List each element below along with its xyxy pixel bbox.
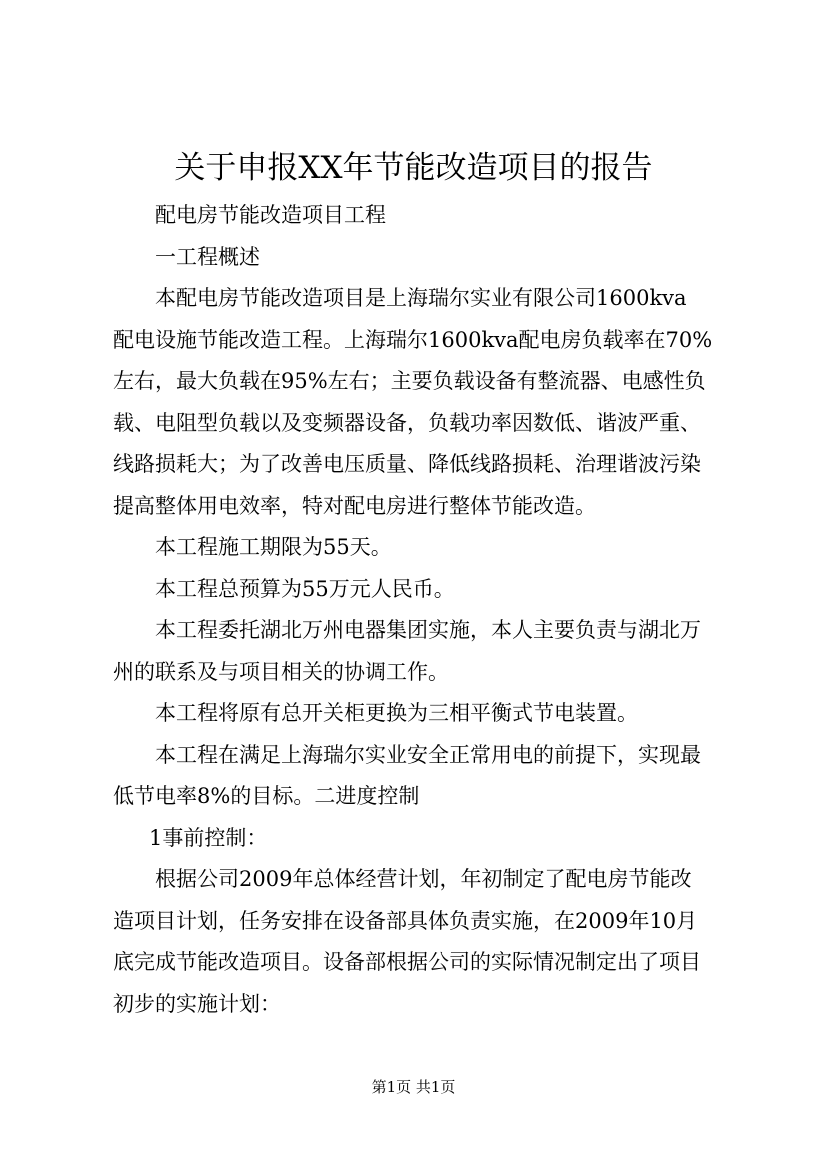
page-footer: 第1页 共1页	[371, 1078, 456, 1096]
paragraph-line: 本配电房节能改造项目是上海瑞尔实业有限公司1600kva	[155, 286, 687, 310]
paragraph-line: 造项目计划，任务安排在设备部具体负责实施，在2009年10月	[113, 908, 698, 933]
paragraph-line: 本工程总预算为55万元人民币。	[155, 576, 455, 601]
paragraph-line: 载、电阻型负载以及变频器设备，负载功率因数低、谐波严重、	[113, 410, 701, 435]
paragraph-line: 本工程在满足上海瑞尔实业安全正常用电的前提下，实现最	[155, 742, 701, 767]
paragraph-line: 根据公司2009年总体经营计划，年初制定了配电房节能改	[155, 867, 692, 891]
paragraph-line: 配电设施节能改造工程。上海瑞尔1600kva配电房负载率在70%	[113, 327, 713, 352]
paragraph-line: 提高整体用电效率，特对配电房进行整体节能改造。	[113, 493, 596, 518]
paragraph-line: 本工程将原有总开关柜更换为三相平衡式节电装置。	[155, 701, 638, 725]
paragraph-line: 州的联系及与项目相关的协调工作。	[113, 659, 449, 684]
paragraph-line: 本工程施工期限为55天。	[155, 535, 392, 559]
paragraph-line: 本工程委托湖北万州电器集团实施，本人主要负责与湖北万	[155, 618, 701, 642]
paragraph-line: 配电房节能改造项目工程	[155, 203, 386, 227]
paragraph-line: 左右，最大负载在95%左右；主要负载设备有整流器、电感性负	[113, 369, 706, 393]
document-body	[113, 195, 739, 1025]
section-heading: 一工程概述	[155, 244, 260, 269]
section-heading: 1事前控制：	[149, 825, 268, 850]
paragraph-line: 低节电率8%的目标。二进度控制	[113, 784, 420, 808]
paragraph-line: 线路损耗大；为了改善电压质量、降低线路损耗、治理谐波污染	[113, 452, 701, 476]
paragraph-line: 初步的实施计划：	[113, 991, 281, 1016]
paragraph-line: 底完成节能改造项目。设备部根据公司的实际情况制定出了项目	[113, 950, 701, 974]
document-title: 关于申报XX年节能改造项目的报告	[174, 150, 653, 186]
